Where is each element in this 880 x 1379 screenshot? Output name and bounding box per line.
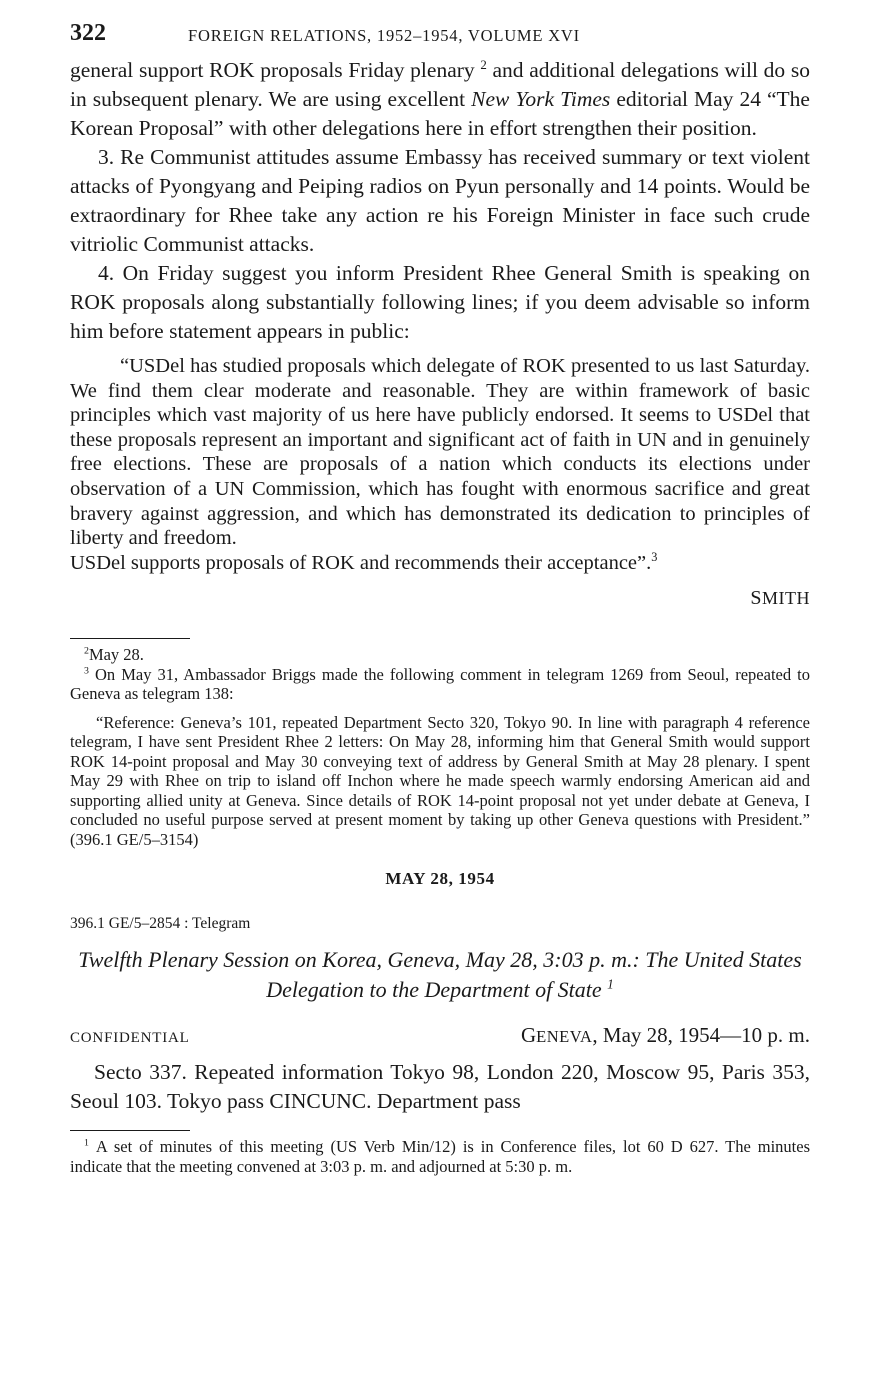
quoted-statement: “USDel has studied proposals which delegate of ROK presented to us last Saturday. We find them clear moderate and reasonable. They are within framework of basic principles which vast majority of us here have publicly endorsed. It seems to USDel that these proposals represent an important and significant act of faith in UN and in genuinely free elections. These are proposals of a nation which conducts its elections under observation of a UN Commission, which has fought with enormous sacrifice and great bravery against aggression, and which has demonstrated its dedication to principles of liberty and freedom. — [70, 355, 810, 550]
footnote-ref-3[interactable]: 3 — [651, 549, 658, 564]
newspaper-title: New York Times — [471, 87, 611, 111]
classification-label: CONFIDENTIAL — [70, 1030, 190, 1047]
document-title: Twelfth Plenary Session on Korea, Geneva, May 28, 3:03 p. m.: The United States Delegation to the Department of State $^1$ — [78, 947, 802, 1003]
dateline-row — [70, 1023, 810, 1048]
footnote-divider-2 — [70, 1130, 190, 1131]
paragraph-3: 3. Re Communist attitudes assume Embassy has received summary or text violent attacks of Pyongyang and Peiping radios on Pyun personally and 14 points. Would be extraordinary for Rhee take any action re his Foreign Minister in face such crude vitriolic Communist attacks. — [70, 145, 810, 256]
telegram-text: Secto 337. Repeated information Tokyo 98, London 220, Moscow 95, Paris 353, Seoul 103. Tokyo pass CINCUNC. Department pass — [70, 1060, 810, 1114]
footnote-1: $^1$ A set of minutes of this meeting (US Verb Min/12) is in Conference files, lot 60 D 627. The minutes indicate that the meeting convened at 3:03 p. m. and adjourned at 5:30 p. m. — [70, 1137, 810, 1176]
document-page — [70, 16, 810, 1176]
footnote-ref-1[interactable]: 1 — [607, 977, 614, 993]
dateline: GENEVA, May 28, 1954—10 p. m. — [520, 1023, 810, 1048]
footnote-3-quote: “Reference: Geneva’s 101, repeated Department Secto 320, Tokyo 90. In line with paragraph 4 reference telegram, I have sent President Rhee 2 letters: On May 28, informing him that General Smith would support ROK 14-point proposal and May 30 conveying text of address by General Smith at May 28 plenary. I spent May 29 with Rhee on trip to island off Inchon where he made speech warmly endorsing American aid and supporting allied unity at Geneva. Since details of ROK 14-point proposal not yet under debate at Geneva, I concluded no useful purpose served at present moment by taking up other Geneva questions with President.” (396.1 GE/5–3154) — [70, 712, 810, 849]
running-title: FOREIGN RELATIONS, 1952–1954, VOLUME XVI — [188, 26, 580, 45]
quoted-statement-end: USDel supports proposals of ROK and recommends their acceptance”.$^3$ — [70, 549, 658, 574]
paragraph-4: 4. On Friday suggest you inform President Rhee General Smith is speaking on ROK proposals along substantially following lines; if you deem advisable so inform him before statement appears in public: — [70, 261, 810, 343]
footnote-2: $^2$May 28. — [84, 645, 144, 665]
signature: SMITH — [750, 587, 810, 610]
date-heading: MAY 28, 1954 — [385, 869, 495, 889]
footnote-3: $^3$ On May 31, Ambassador Briggs made the following comment in telegram 1269 from Seoul, repeated to Geneva as telegram 138: — [70, 664, 811, 704]
page-number: 322 — [70, 20, 106, 46]
footnote-divider — [70, 638, 190, 639]
file-reference: 396.1 GE/5–2854 : Telegram — [70, 915, 251, 933]
paragraph-continued: general support ROK proposals Friday plenary $^2$ and additional delegations will do so in subsequent plenary. We are using excellent New York Times editorial May 24 “The Korean Proposal” with other delegations here in effort strengthen their position. — [70, 57, 810, 140]
running-head — [70, 16, 810, 56]
footnote-ref-2[interactable]: 2 — [480, 57, 487, 72]
